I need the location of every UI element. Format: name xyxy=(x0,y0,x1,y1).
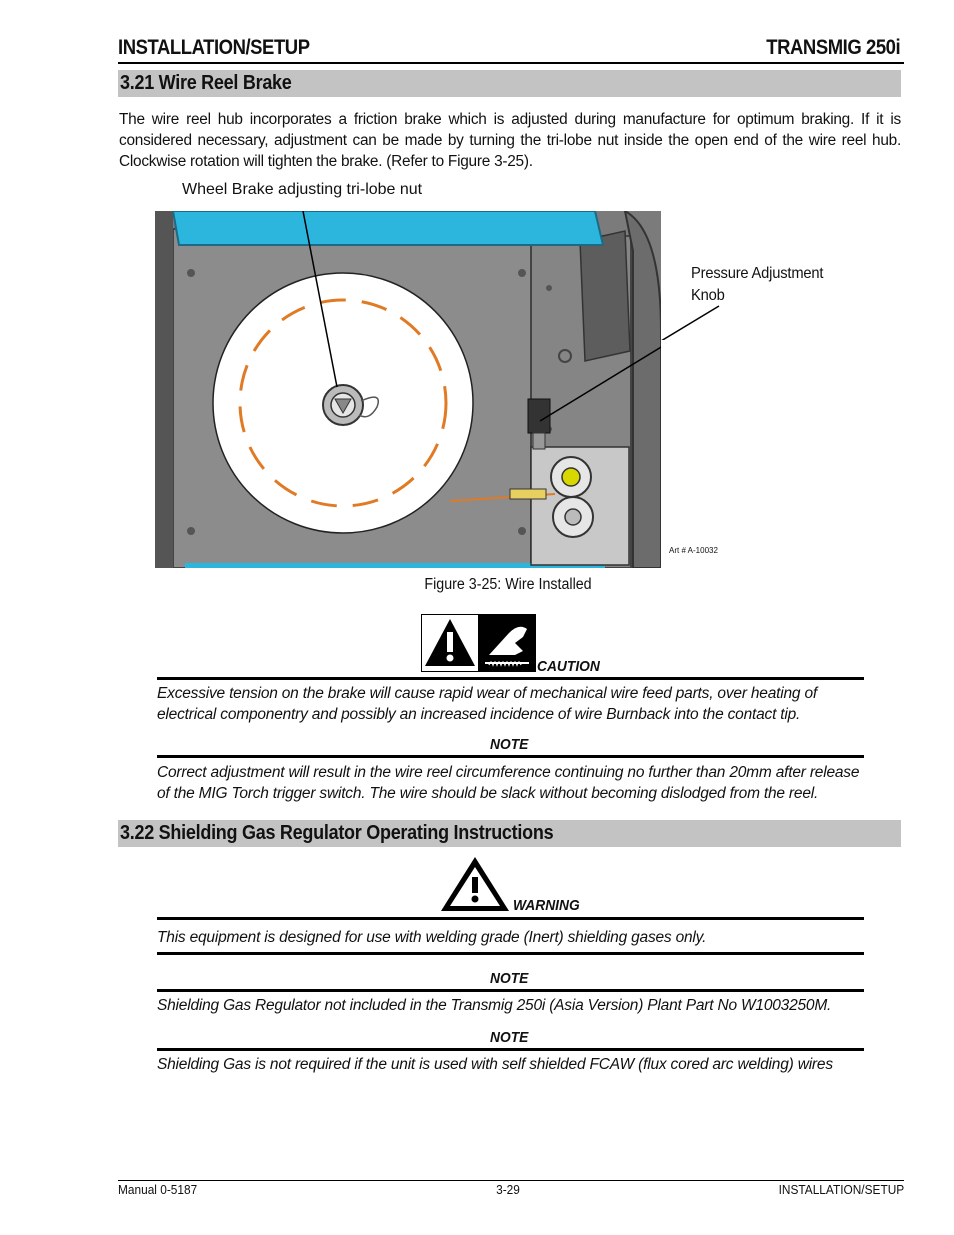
figure-illustration xyxy=(155,211,661,568)
note1-rule xyxy=(157,755,864,758)
note2-rule xyxy=(157,989,864,992)
figure-wire-installed xyxy=(155,211,661,568)
leader-line-pressure xyxy=(661,300,721,340)
header-rule xyxy=(118,62,904,64)
section-title-3-22: 3.22 Shielding Gas Regulator Operating Instructions xyxy=(120,822,554,844)
hot-surface-hand-icon xyxy=(479,615,535,671)
footer-section-name: INSTALLATION/SETUP xyxy=(778,1183,904,1197)
caution-hot-surface-icon xyxy=(478,614,536,672)
warning-icon-container xyxy=(439,855,511,913)
caution-label: CAUTION xyxy=(537,658,600,675)
warning-triangle-icon xyxy=(439,855,511,913)
figure-caption: Figure 3-25: Wire Installed xyxy=(424,576,592,593)
warning-triangle-icon xyxy=(422,615,478,671)
footer-manual-number: Manual 0-5187 xyxy=(118,1183,198,1197)
warning-text: This equipment is designed for use with welding grade (Inert) shielding gases only. xyxy=(157,929,707,946)
section-body-3-21: The wire reel hub incorporates a friction brake which is adjusted during manufacture for optimum braking. If it is considered necessary, adjustment can be made by turning the tri-lobe nut inside the open end of the wire reel hub. Clockwise rotation will tighten the brake. (Refer to Figure 3-25). xyxy=(119,111,901,170)
note2-text: Shielding Gas Regulator not included in the Transmig 250i (Asia Version) Plant Part No W1003250M. xyxy=(157,997,832,1014)
warning-rule-bottom xyxy=(157,952,864,955)
callout-brake-nut: Wheel Brake adjusting tri-lobe nut xyxy=(182,181,423,198)
callout-pressure-line2: Knob xyxy=(691,287,725,304)
header-section-title: INSTALLATION/SETUP xyxy=(118,36,310,59)
warning-rule-top xyxy=(157,917,864,920)
footer-rule xyxy=(118,1180,904,1181)
art-number: Art # A-10032 xyxy=(669,546,718,555)
warning-label: WARNING xyxy=(513,897,580,914)
footer-page-number: 3-29 xyxy=(496,1183,520,1197)
note2-label: NOTE xyxy=(490,970,529,987)
note3-text: Shielding Gas is not required if the unit is used with self shielded FCAW (flux cored arc welding) wires xyxy=(157,1056,833,1073)
caution-rule xyxy=(157,677,864,680)
callout-pressure-line1: Pressure Adjustment xyxy=(691,265,824,282)
note1-label: NOTE xyxy=(490,736,529,753)
section-title-3-21: 3.21 Wire Reel Brake xyxy=(120,72,292,94)
note3-rule xyxy=(157,1048,864,1051)
caution-warning-icon xyxy=(421,614,479,672)
note3-label: NOTE xyxy=(490,1029,529,1046)
caution-text: Excessive tension on the brake will cause rapid wear of mechanical wire feed parts, over heating of electrical componentry and possibly an increased incidence of wire Burnback into the contact tip. xyxy=(157,685,817,723)
note1-text: Correct adjustment will result in the wire reel circumference continuing no further than 20mm after release of the MIG Torch trigger switch. The wire should be slack without becoming dislodged from the reel. xyxy=(157,764,860,802)
header-product-name: TRANSMIG 250i xyxy=(766,36,900,59)
